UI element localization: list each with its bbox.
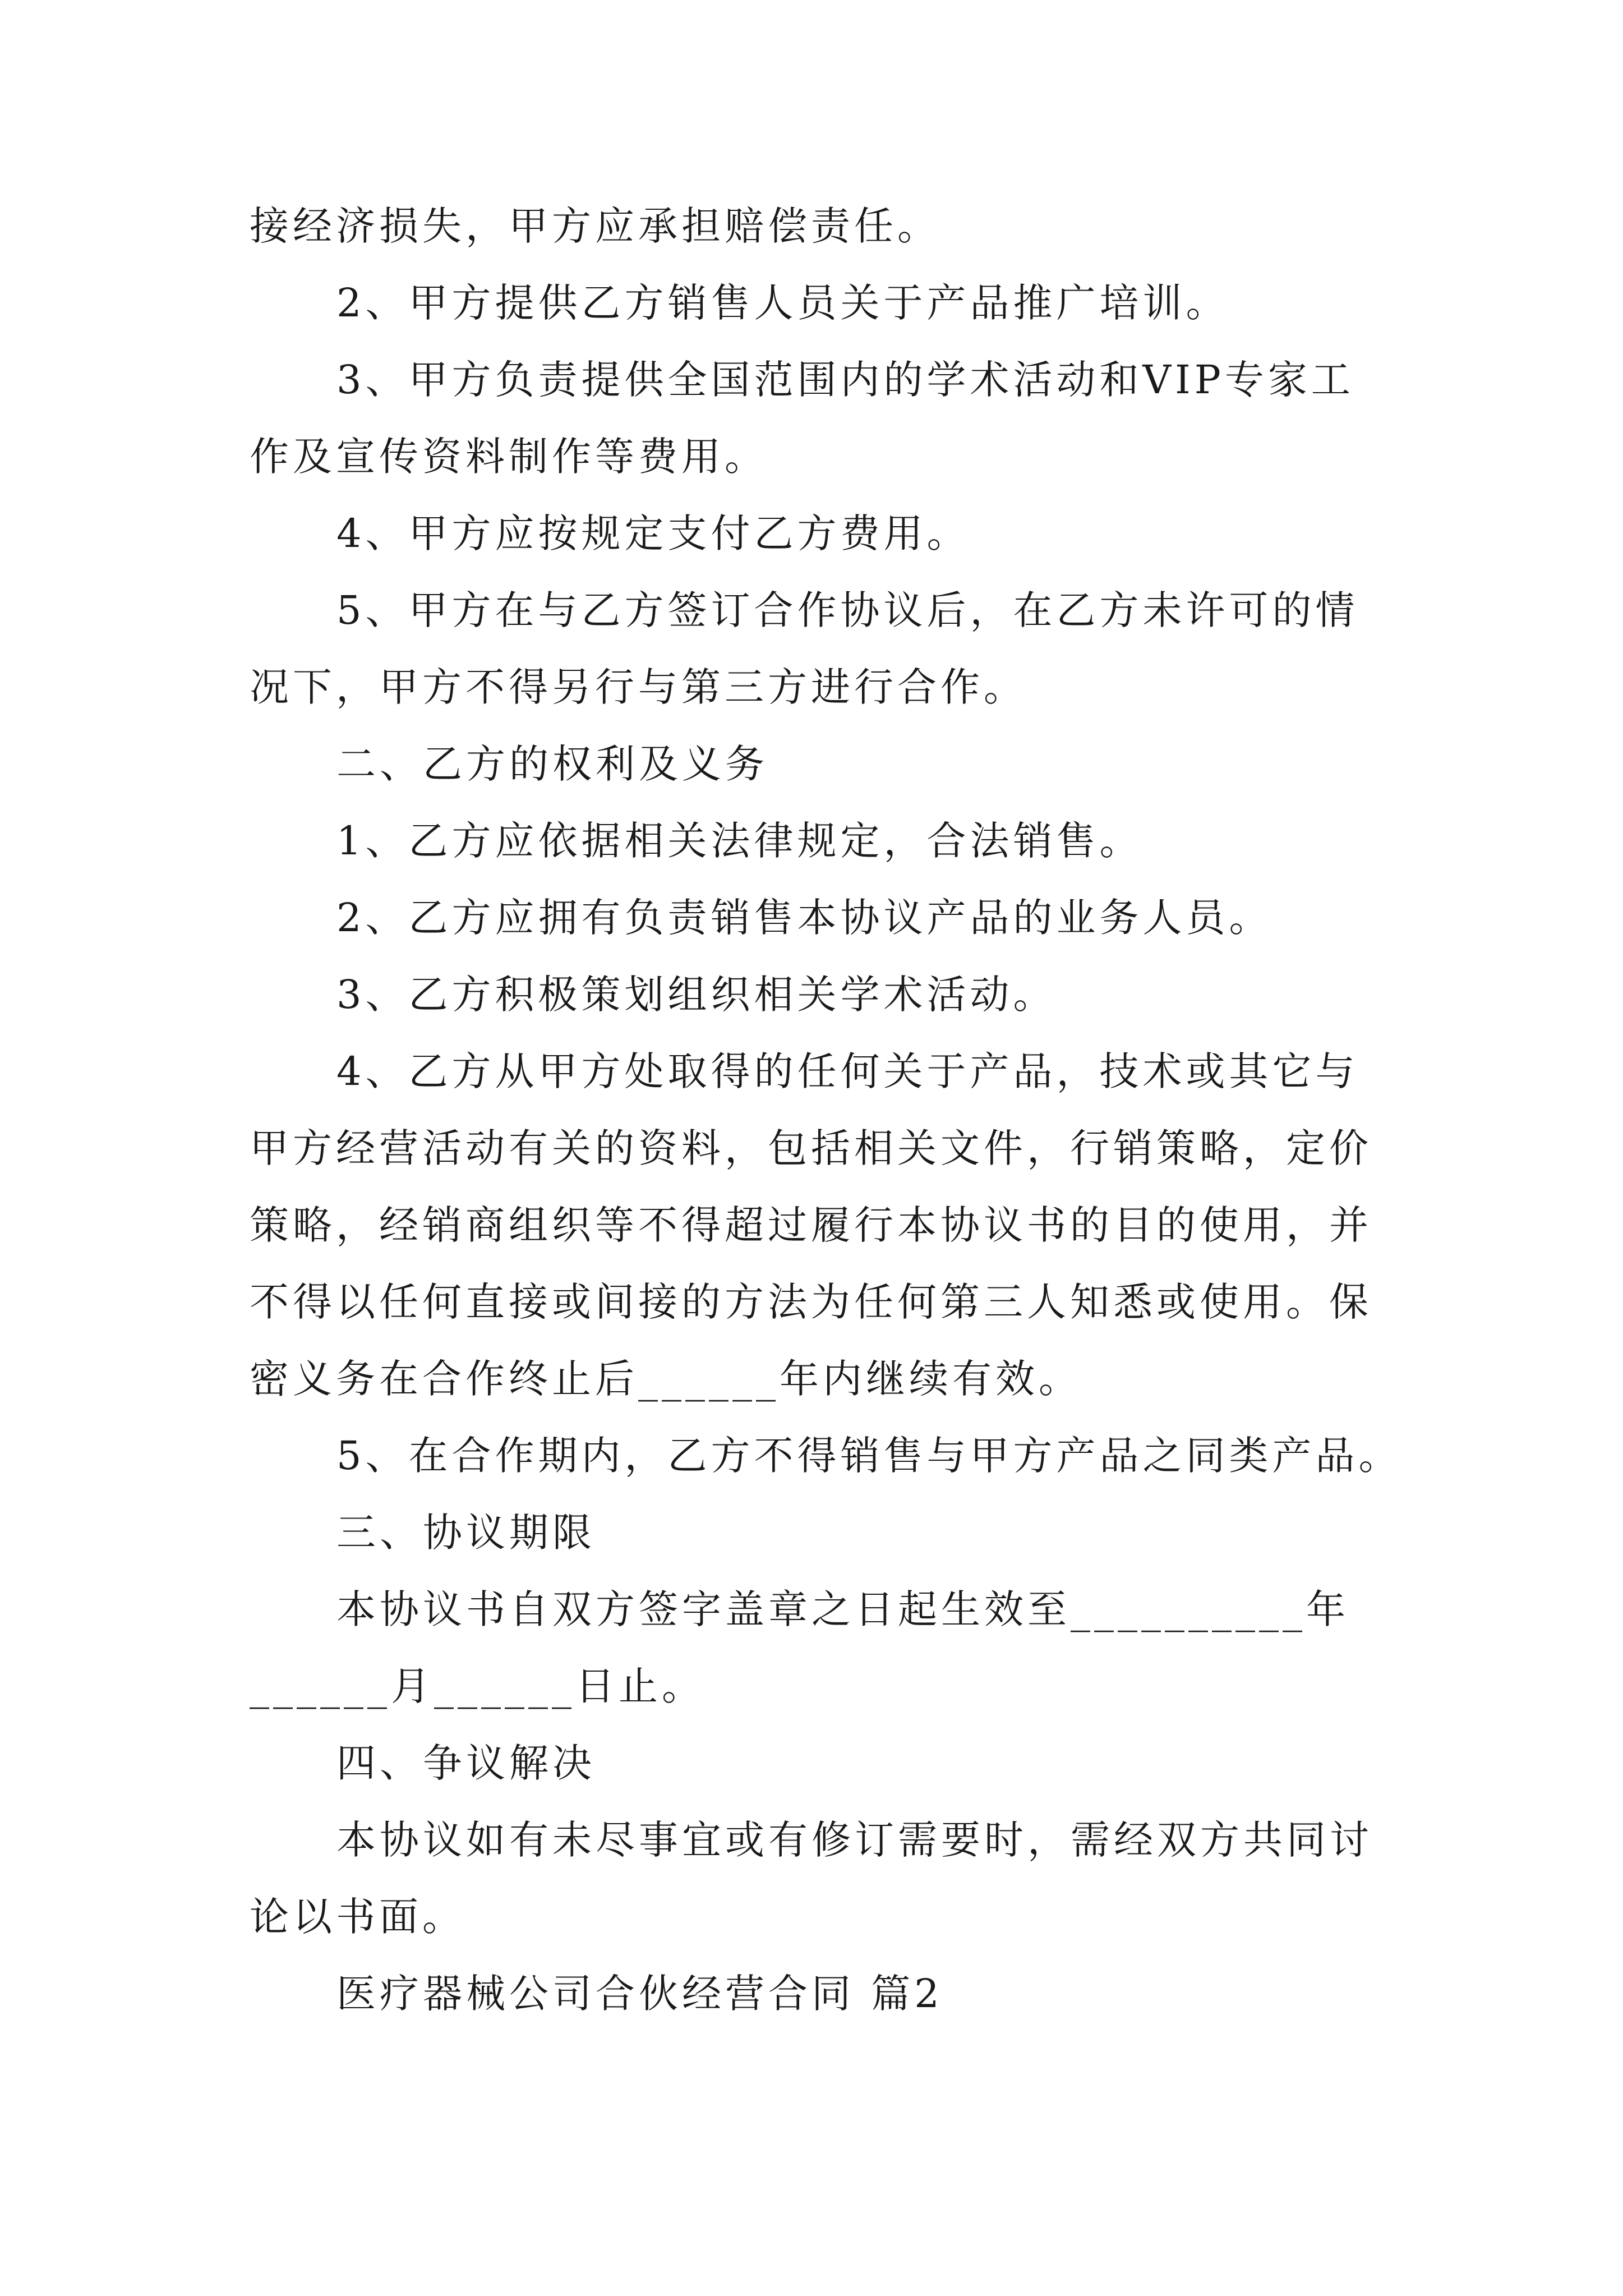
document-line: 接经济损失，甲方应承担赔偿责任。	[250, 203, 940, 249]
document-line: ______月______日止。	[250, 1663, 705, 1709]
document-line: 论以书面。	[250, 1894, 465, 1940]
document-line: 1、乙方应依据相关法律规定，合法销售。	[336, 818, 1143, 864]
document-line: 3、甲方负责提供全国范围内的学术活动和VIP专家工	[336, 357, 1354, 403]
document-line: 本协议书自双方签字盖章之日起生效至__________年	[336, 1586, 1349, 1632]
document-line: 策略，经销商组织等不得超过履行本协议书的目的使用，并	[250, 1202, 1372, 1248]
document-body	[250, 188, 1416, 2032]
document-line: 3、乙方积极策划组织相关学术活动。	[336, 972, 1057, 1018]
document-line: 医疗器械公司合伙经营合同 篇2	[336, 1971, 943, 2017]
document-line: 4、乙方从甲方处取得的任何关于产品，技术或其它与	[336, 1048, 1359, 1094]
document-line: 三、协议期限	[336, 1510, 596, 1556]
document-line: 2、甲方提供乙方销售人员关于产品推广培训。	[336, 280, 1229, 326]
document-line: 二、乙方的权利及义务	[336, 741, 768, 787]
document-line: 四、争议解决	[336, 1740, 596, 1786]
document-line: 2、乙方应拥有负责销售本协议产品的业务人员。	[336, 895, 1272, 941]
document-line: 作及宣传资料制作等费用。	[250, 434, 768, 480]
document-line: 甲方经营活动有关的资料，包括相关文件，行销策略，定价	[250, 1125, 1372, 1171]
document-line: 5、甲方在与乙方签订合作协议后，在乙方未许可的情	[336, 587, 1359, 633]
document-line: 4、甲方应按规定支付乙方费用。	[336, 510, 970, 556]
document-line: 密义务在合作终止后______年内继续有效。	[250, 1356, 1082, 1402]
document-line: 5、在合作期内，乙方不得销售与甲方产品之同类产品。	[336, 1433, 1402, 1479]
document-line: 况下，甲方不得另行与第三方进行合作。	[250, 664, 1027, 710]
document-line: 本协议如有未尽事宜或有修订需要时，需经双方共同讨	[336, 1817, 1373, 1863]
document-line: 不得以任何直接或间接的方法为任何第三人知悉或使用。保	[250, 1279, 1372, 1325]
